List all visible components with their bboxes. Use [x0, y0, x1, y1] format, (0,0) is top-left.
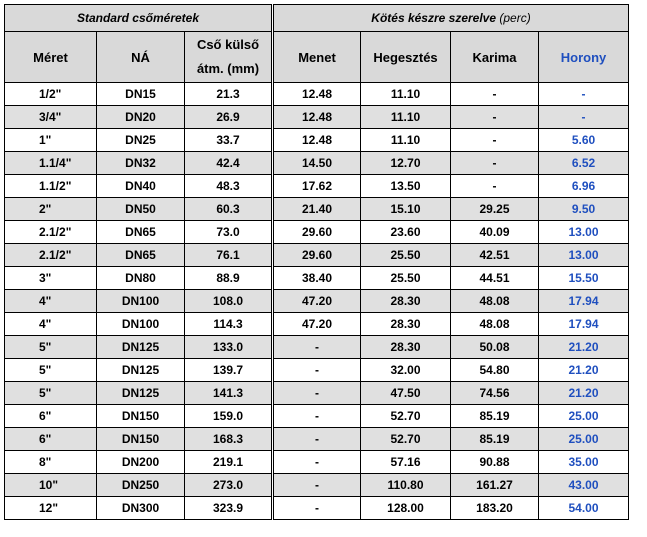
cell-na: DN15: [97, 83, 185, 106]
group-header-row: [5, 5, 629, 32]
cell-horony: 21.20: [539, 382, 629, 405]
cell-horony: 13.00: [539, 244, 629, 267]
cell-na: DN40: [97, 175, 185, 198]
cell-horony: 43.00: [539, 474, 629, 497]
cell-na: DN300: [97, 497, 185, 520]
cell-hegesztes: 25.50: [361, 267, 451, 290]
cell-hegesztes: 28.30: [361, 290, 451, 313]
cell-menet: 21.40: [273, 198, 361, 221]
cell-na: DN125: [97, 359, 185, 382]
cell-menet: -: [273, 428, 361, 451]
table-row: [5, 175, 629, 198]
cell-meret: 10": [5, 474, 97, 497]
cell-na: DN100: [97, 290, 185, 313]
cell-meret: 12": [5, 497, 97, 520]
cell-horony: 17.94: [539, 313, 629, 336]
table-row: [5, 313, 629, 336]
table-row: [5, 290, 629, 313]
cell-hegesztes: 15.10: [361, 198, 451, 221]
cell-karima: 40.09: [451, 221, 539, 244]
cell-na: DN100: [97, 313, 185, 336]
cell-karima: 85.19: [451, 428, 539, 451]
cell-horony: 25.00: [539, 428, 629, 451]
cell-meret: 5": [5, 359, 97, 382]
table-row: [5, 152, 629, 175]
cell-karima: 90.88: [451, 451, 539, 474]
cell-na: DN125: [97, 336, 185, 359]
cell-cso: 33.7: [185, 129, 273, 152]
cell-hegesztes: 12.70: [361, 152, 451, 175]
cell-menet: 38.40: [273, 267, 361, 290]
cell-na: DN20: [97, 106, 185, 129]
column-header-row: [5, 32, 629, 83]
cell-horony: 5.60: [539, 129, 629, 152]
cell-na: DN125: [97, 382, 185, 405]
cell-horony: -: [539, 83, 629, 106]
cell-cso: 168.3: [185, 428, 273, 451]
table-row: [5, 129, 629, 152]
table-row: [5, 359, 629, 382]
cell-hegesztes: 28.30: [361, 313, 451, 336]
cell-cso: 76.1: [185, 244, 273, 267]
cell-horony: 13.00: [539, 221, 629, 244]
cell-na: DN65: [97, 244, 185, 267]
cell-meret: 4": [5, 313, 97, 336]
cell-karima: 44.51: [451, 267, 539, 290]
cell-menet: 17.62: [273, 175, 361, 198]
column-header-horony: Horony: [539, 32, 629, 83]
column-header-na: NÁ: [97, 32, 185, 83]
column-header-menet: Menet: [273, 32, 361, 83]
cell-meret: 5": [5, 382, 97, 405]
table-row: [5, 221, 629, 244]
table-row: [5, 451, 629, 474]
cell-menet: 47.20: [273, 313, 361, 336]
cell-hegesztes: 52.70: [361, 405, 451, 428]
cell-karima: 29.25: [451, 198, 539, 221]
table-body: [5, 83, 629, 520]
cell-horony: 35.00: [539, 451, 629, 474]
cell-menet: -: [273, 451, 361, 474]
table-row: [5, 474, 629, 497]
cell-meret: 6": [5, 405, 97, 428]
cell-na: DN50: [97, 198, 185, 221]
cell-hegesztes: 57.16: [361, 451, 451, 474]
cell-meret: 1.1/4": [5, 152, 97, 175]
table-row: [5, 198, 629, 221]
cell-cso: 159.0: [185, 405, 273, 428]
cell-hegesztes: 11.10: [361, 129, 451, 152]
cell-karima: -: [451, 83, 539, 106]
cell-karima: 48.08: [451, 290, 539, 313]
cell-meret: 1/2": [5, 83, 97, 106]
cell-karima: 74.56: [451, 382, 539, 405]
cell-hegesztes: 32.00: [361, 359, 451, 382]
cell-cso: 42.4: [185, 152, 273, 175]
cell-karima: 50.08: [451, 336, 539, 359]
cell-cso: 114.3: [185, 313, 273, 336]
cell-meret: 1.1/2": [5, 175, 97, 198]
cell-hegesztes: 28.30: [361, 336, 451, 359]
cell-meret: 2": [5, 198, 97, 221]
cell-horony: 17.94: [539, 290, 629, 313]
cell-hegesztes: 13.50: [361, 175, 451, 198]
cell-meret: 2.1/2": [5, 221, 97, 244]
cell-na: DN150: [97, 405, 185, 428]
column-header-karima: Karima: [451, 32, 539, 83]
cell-meret: 6": [5, 428, 97, 451]
cell-menet: 12.48: [273, 129, 361, 152]
cell-cso: 133.0: [185, 336, 273, 359]
table-row: [5, 83, 629, 106]
cell-na: DN150: [97, 428, 185, 451]
cell-na: DN65: [97, 221, 185, 244]
table-row: [5, 382, 629, 405]
cell-na: DN200: [97, 451, 185, 474]
cell-cso: 73.0: [185, 221, 273, 244]
cell-meret: 8": [5, 451, 97, 474]
cell-menet: -: [273, 497, 361, 520]
cell-karima: -: [451, 106, 539, 129]
cell-karima: -: [451, 175, 539, 198]
cell-karima: 48.08: [451, 313, 539, 336]
cell-meret: 4": [5, 290, 97, 313]
cell-horony: 21.20: [539, 336, 629, 359]
table-row: [5, 405, 629, 428]
cell-menet: -: [273, 474, 361, 497]
pipe-dimensions-table: [4, 4, 629, 520]
cell-hegesztes: 11.10: [361, 106, 451, 129]
cell-na: DN25: [97, 129, 185, 152]
cell-karima: 54.80: [451, 359, 539, 382]
cell-cso: 88.9: [185, 267, 273, 290]
cell-karima: 85.19: [451, 405, 539, 428]
cell-hegesztes: 128.00: [361, 497, 451, 520]
cell-cso: 48.3: [185, 175, 273, 198]
column-header-cso-line1: Cső külső: [196, 37, 260, 52]
cell-horony: 6.96: [539, 175, 629, 198]
cell-hegesztes: 23.60: [361, 221, 451, 244]
cell-horony: 21.20: [539, 359, 629, 382]
column-header-cso-line2: átm. (mm): [196, 61, 260, 76]
table-row: [5, 244, 629, 267]
cell-hegesztes: 52.70: [361, 428, 451, 451]
cell-cso: 108.0: [185, 290, 273, 313]
cell-menet: 14.50: [273, 152, 361, 175]
cell-cso: 21.3: [185, 83, 273, 106]
table-row: [5, 428, 629, 451]
cell-cso: 141.3: [185, 382, 273, 405]
cell-karima: -: [451, 152, 539, 175]
table-row: [5, 336, 629, 359]
cell-cso: 60.3: [185, 198, 273, 221]
cell-menet: -: [273, 382, 361, 405]
cell-meret: 5": [5, 336, 97, 359]
cell-hegesztes: 47.50: [361, 382, 451, 405]
cell-horony: 15.50: [539, 267, 629, 290]
table-row: [5, 497, 629, 520]
cell-na: DN32: [97, 152, 185, 175]
cell-menet: -: [273, 336, 361, 359]
standard-sizes-header: Standard csőméretek: [5, 5, 273, 32]
cell-menet: 12.48: [273, 106, 361, 129]
cell-menet: 29.60: [273, 221, 361, 244]
cell-menet: 12.48: [273, 83, 361, 106]
column-header-hegesztes: Hegesztés: [361, 32, 451, 83]
cell-meret: 1": [5, 129, 97, 152]
table-row: [5, 106, 629, 129]
cell-meret: 3/4": [5, 106, 97, 129]
cell-na: DN250: [97, 474, 185, 497]
cell-cso: 139.7: [185, 359, 273, 382]
cell-horony: 25.00: [539, 405, 629, 428]
cell-cso: 273.0: [185, 474, 273, 497]
cell-karima: -: [451, 129, 539, 152]
assembly-time-header: Kötés készre szerelve (perc): [273, 5, 629, 32]
cell-cso: 26.9: [185, 106, 273, 129]
cell-menet: 29.60: [273, 244, 361, 267]
cell-menet: 47.20: [273, 290, 361, 313]
cell-karima: 161.27: [451, 474, 539, 497]
cell-karima: 42.51: [451, 244, 539, 267]
cell-horony: 6.52: [539, 152, 629, 175]
column-header-cso: [185, 32, 273, 83]
cell-meret: 3": [5, 267, 97, 290]
cell-menet: -: [273, 405, 361, 428]
cell-horony: 54.00: [539, 497, 629, 520]
cell-horony: 9.50: [539, 198, 629, 221]
cell-menet: -: [273, 359, 361, 382]
cell-na: DN80: [97, 267, 185, 290]
cell-karima: 183.20: [451, 497, 539, 520]
pipe-dimensions-table-wrapper: [4, 4, 629, 520]
cell-hegesztes: 25.50: [361, 244, 451, 267]
column-header-meret: Méret: [5, 32, 97, 83]
cell-hegesztes: 110.80: [361, 474, 451, 497]
cell-cso: 219.1: [185, 451, 273, 474]
table-row: [5, 267, 629, 290]
cell-meret: 2.1/2": [5, 244, 97, 267]
cell-hegesztes: 11.10: [361, 83, 451, 106]
cell-horony: -: [539, 106, 629, 129]
cell-cso: 323.9: [185, 497, 273, 520]
